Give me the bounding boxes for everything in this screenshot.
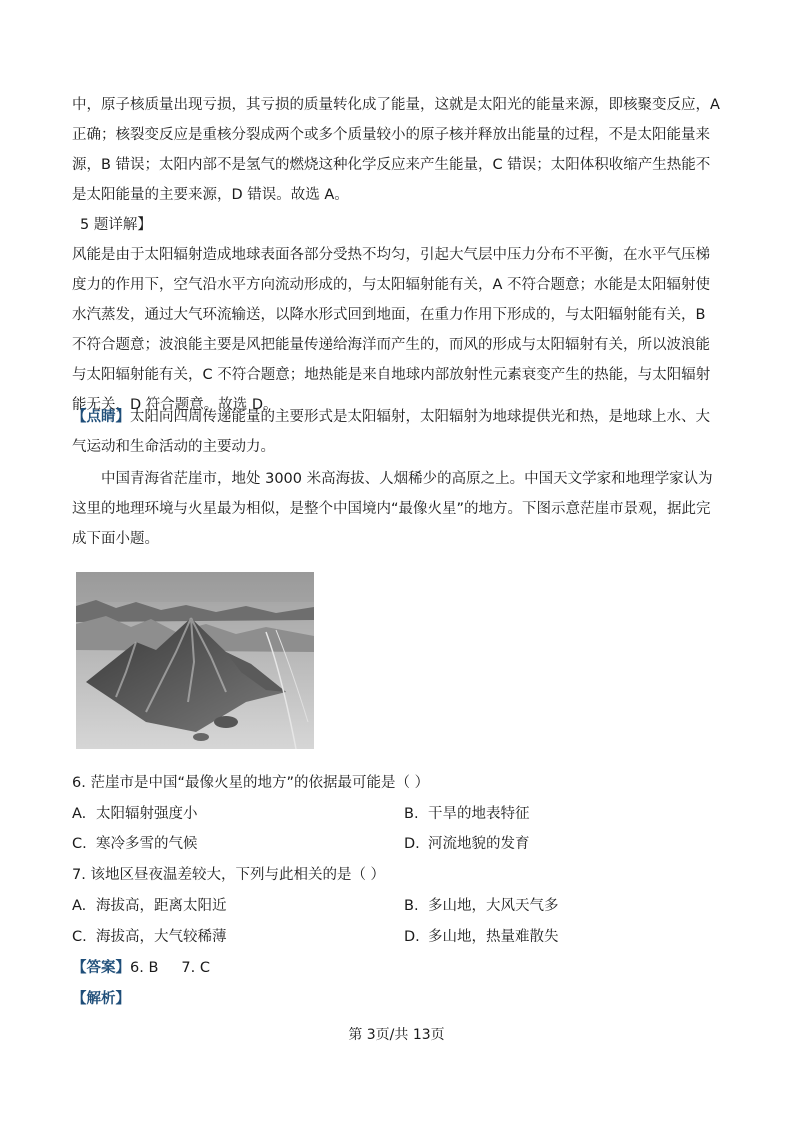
- question-6-option-a[interactable]: A. 太阳辐射强度小: [72, 806, 198, 822]
- tip-label: 【点睛】: [72, 409, 130, 425]
- explanation-paragraph-4: 中，原子核质量出现亏损，其亏损的质量转化成了能量，这就是太阳光的能量来源，即核聚变反应，A 正确；核裂变反应是重核分裂成两个或多个质量较小的原子核并释放出能量的过程，不是太阳能量来源，B 错误；太阳内部不是氢气的燃烧这种化学反应来产生能量，C 错误；太阳体积收缩产生热能不是太阳能量的主要来源，D 错误。故选 A。: [72, 97, 720, 203]
- material-intro: 中国青海省茫崖市，地处 3000 米高海拔、人烟稀少的高原之上。中国天文学家和地理学家认为这里的地理环境与火星最为相似，是整个中国境内“最像火星”的地方。下图示意茫崖市景观，据此完成下面小题。: [72, 471, 713, 547]
- page-number-footer: 第 3页/共 13页: [348, 1027, 445, 1043]
- question-6-option-c[interactable]: C. 寒冷多雪的气候: [72, 836, 198, 852]
- question-6-option-d[interactable]: D. 河流地貌的发育: [404, 836, 530, 852]
- question-7-option-d[interactable]: D. 多山地，热量难散失: [404, 929, 559, 945]
- explanation-paragraph-5: 风能是由于太阳辐射造成地球表面各部分受热不均匀，引起大气层中压力分布不平衡，在水平气压梯度力的作用下，空气沿水平方向流动形成的，与太阳辐射能有关，A 不符合题意；水能是太阳辐射使水汽蒸发，通过大气环流输送，以降水形式回到地面，在重力作用下形成的，与太阳辐射能有关，B 不符合题意；波浪能主要是风把能量传递给海洋而产生的，而风的形成与太阳辐射有关，所以波浪能与太阳辐射能有关，C 不符合题意；地热能是来自地球内部放射性元素衰变产生的热能，与太阳辐射能无关，D 符合题意。故选 D。: [72, 247, 711, 413]
- answer-label: 【答案】: [72, 960, 130, 976]
- answer-line: [72, 953, 210, 983]
- mangya-landscape-photo: [76, 572, 314, 749]
- question-7-stem: 7. 该地区昼夜温差较大，下列与此相关的是（ ）: [72, 867, 386, 883]
- question-6-stem: 6. 茫崖市是中国“最像火星的地方”的依据最可能是（ ）: [72, 775, 430, 791]
- answer-text: 6. B 7. C: [130, 960, 211, 976]
- tip-text: 太阳向四周传递能量的主要形式是太阳辐射，太阳辐射为地球提供光和热，是地球上水、大气运动和生命活动的主要动力。: [72, 409, 710, 455]
- question-7-option-a[interactable]: A. 海拔高，距离太阳近: [72, 898, 227, 914]
- question-7-option-b[interactable]: B. 多山地，大风天气多: [404, 898, 559, 914]
- analysis-label: 【解析】: [72, 991, 130, 1007]
- question-7-option-c[interactable]: C. 海拔高，大气较稀薄: [72, 929, 227, 945]
- question-6-option-b[interactable]: B. 干旱的地表特征: [404, 806, 530, 822]
- mars-like-landscape-image: [76, 572, 314, 749]
- question-5-label: 5 题详解】: [80, 217, 152, 233]
- tip-paragraph: [72, 402, 720, 462]
